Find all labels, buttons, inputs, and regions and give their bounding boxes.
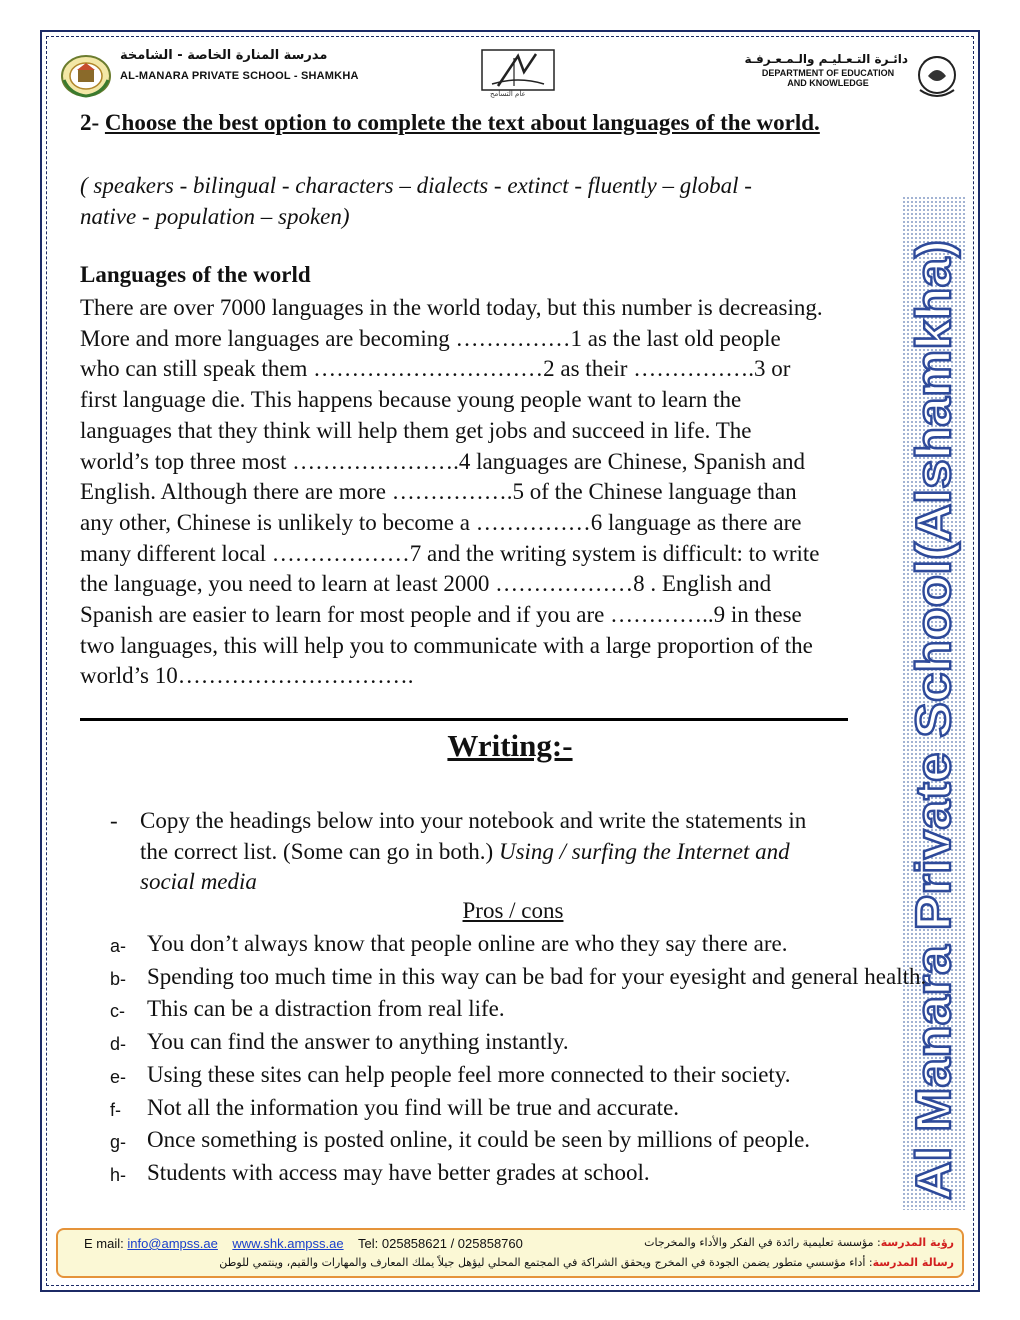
- statement-text: Using these sites can help people feel more connected to their society.: [147, 1061, 791, 1087]
- telephone-numbers: Tel: 025858621 / 025858760: [358, 1236, 523, 1251]
- website-link[interactable]: www.shk.ampss.ae: [232, 1236, 344, 1251]
- center-logo-caption: عام التسامح: [490, 90, 526, 98]
- school-watermark-text: Al Manara Private School(Alshamkha): [907, 317, 961, 1200]
- footer-box: [56, 1228, 964, 1278]
- mission-text: : أداء مؤسسي متطور يضمن الجودة في المخرج ويحقق الشراكة في المجتمع المحلي ليؤهل جيلاً يملك المعارف والمهارات والقيم، وينتمي للوطن: [219, 1256, 873, 1269]
- writing-instruction: [110, 806, 930, 898]
- question-number: 2-: [80, 110, 100, 135]
- reading-title: Languages of the world: [80, 262, 311, 287]
- list-marker: c-: [110, 1001, 125, 1022]
- list-marker: d-: [110, 1034, 127, 1055]
- list-item: [110, 962, 930, 995]
- word-bank-line1: ( speakers - bilingual - characters – dialects - extinct - fluently – global -: [80, 173, 752, 198]
- footer-contact: [84, 1236, 523, 1251]
- vision-text: : مؤسسة تعليمية رائدة في الفكر والأداء والمخرجات: [644, 1236, 881, 1249]
- passage-line: There are over 7000 languages in the world today, but this number is decreasing.: [80, 295, 823, 320]
- list-item: [110, 929, 930, 962]
- statement-text: Not all the information you find will be true and accurate.: [147, 1094, 680, 1120]
- statement-text: You can find the answer to anything instantly.: [147, 1029, 569, 1055]
- department-name-english-line1: DEPARTMENT OF EDUCATION: [761, 68, 895, 78]
- passage-line: Spanish are easier to learn for most people and if you are …………..9 in these: [80, 602, 802, 628]
- passage-line: many different local ………………7 and the writing system is difficult: to write: [80, 540, 820, 566]
- list-marker: e-: [110, 1066, 127, 1087]
- email-label: E mail:: [84, 1236, 128, 1251]
- department-emblem-icon: [912, 46, 962, 104]
- school-vision: [644, 1236, 954, 1249]
- statement-text: This can be a distraction from real life.: [147, 996, 505, 1022]
- passage-line: first language die. This happens because young people want to learn the: [80, 387, 742, 413]
- statement-text: Students with access may have better grades at school.: [147, 1159, 650, 1185]
- pros-cons-heading: Pros / cons: [462, 898, 564, 923]
- mission-label: رسالة المدرسة: [872, 1256, 954, 1269]
- list-item: [110, 994, 930, 1027]
- school-crest-icon: [60, 50, 112, 100]
- instruction-line-1: Copy the headings below into your notebook and write the statements in: [140, 808, 807, 833]
- department-name-english-line2: AND KNOWLEDGE: [787, 78, 869, 88]
- writing-section-title: Writing:-: [447, 728, 573, 763]
- vision-label: رؤية المدرسة: [880, 1236, 954, 1249]
- reading-passage: [80, 293, 950, 692]
- instruction-line-3: social media: [140, 869, 257, 895]
- section-divider: [80, 718, 848, 721]
- statement-text: You don’t always know that people online are who they say there are.: [147, 931, 788, 956]
- question-heading: [80, 110, 820, 136]
- email-link[interactable]: info@ampss.ae: [127, 1236, 218, 1251]
- passage-line: English. Although there are more …………….5 of the Chinese language than: [80, 479, 797, 505]
- passage-line: languages that they think will help them get jobs and succeed in life. The: [80, 417, 752, 443]
- list-item: [110, 1158, 930, 1191]
- letterhead: [52, 40, 970, 108]
- instruction-bullet: -: [110, 808, 118, 833]
- list-marker: b-: [110, 968, 127, 989]
- school-name-english: AL-MANARA PRIVATE SCHOOL - SHAMKHA: [120, 70, 359, 82]
- list-marker: g-: [110, 1132, 127, 1153]
- instruction-line-2-plain: the correct list. (Some can go in both.): [140, 838, 499, 864]
- passage-line: world’s 10………………………….: [80, 663, 414, 689]
- passage-line: any other, Chinese is unlikely to become a ……………6 language as there are: [80, 509, 802, 535]
- passage-line: who can still speak them …………………………2 as their …………….3 or: [80, 356, 791, 382]
- passage-line: world’s top three most ………………….4 languages are Chinese, Spanish and: [80, 448, 806, 474]
- department-name-arabic: دائـرة التـعـليـم والـمـعـرفـة: [744, 52, 908, 66]
- list-item: [110, 1060, 930, 1093]
- word-bank-line2: native - population – spoken): [80, 204, 350, 229]
- list-marker: h-: [110, 1164, 127, 1185]
- school-name-arabic: مدرسة المنارة الخاصة - الشامخة: [120, 48, 328, 63]
- instruction-line-2: [140, 837, 930, 868]
- statement-text: Spending too much time in this way can be bad for your eyesight and general health.: [147, 963, 927, 989]
- passage-line: the language, you need to learn at least 2000 ………………8 . English and: [80, 571, 772, 597]
- list-item: [110, 1125, 930, 1158]
- list-marker: a-: [110, 936, 127, 956]
- passage-line: two languages, this will help you to communicate with a large proportion of the: [80, 632, 813, 658]
- word-bank: [80, 170, 900, 232]
- list-item: [110, 1027, 930, 1060]
- department-name-english: [748, 68, 908, 88]
- question-title: Choose the best option to complete the text about languages of the world.: [104, 110, 820, 135]
- statement-text: Once something is posted online, it could be seen by millions of people.: [147, 1127, 811, 1153]
- instruction-topic: Using / surfing the Internet and: [498, 838, 790, 864]
- list-marker: f-: [110, 1099, 121, 1120]
- passage-line: More and more languages are becoming ……………1 as the last old people: [80, 325, 781, 351]
- school-mission: [219, 1256, 954, 1269]
- statement-list: [110, 929, 930, 1191]
- list-item: [110, 1093, 930, 1126]
